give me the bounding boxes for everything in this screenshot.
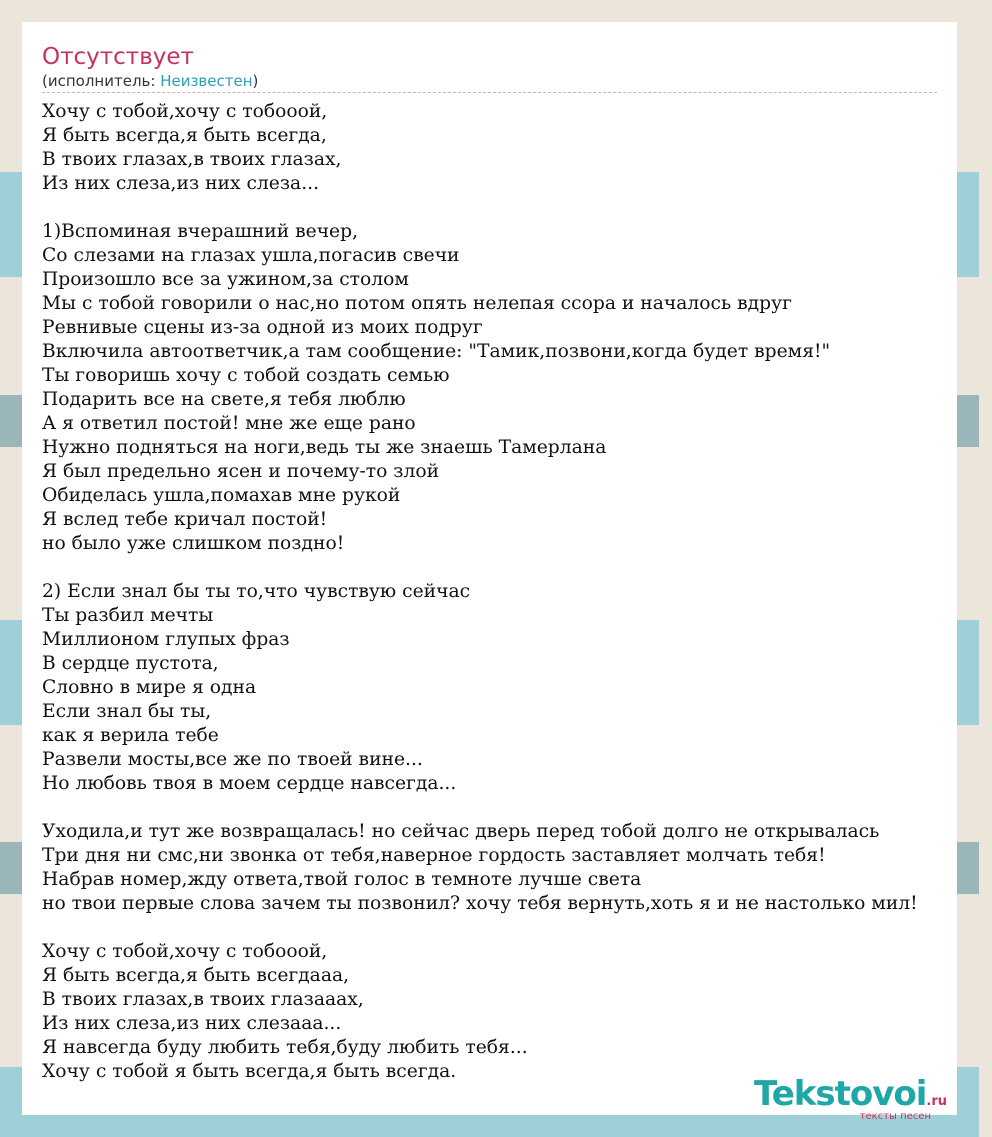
logo-word: Tekstovoi <box>754 1074 927 1114</box>
artist-suffix: ) <box>252 72 259 90</box>
song-title: Отсутствует <box>42 44 194 70</box>
song-lyrics: Хочу с тобой,хочу с тобооой, Я быть всегда,я быть всегда, В твоих глазах,в твоих глазах, Из них слеза,из них слеза... 1)Вспоминая вчерашний вечер, Со слезами на глазах ушла,погасив свечи Произошло все за ужином,за столом Мы с тобой говорили о нас,но потом опять нелепая ссора и началось вдруг Ревнивые сцены из-за одной из моих подруг Включила автоответчик,а там сообщение: "Тамик,позвони,когда будет время!" Ты говоришь хочу с тобой создать семью Подарить все на свете,я тебя люблю А я ответил постой! мне же еще рано Нужно подняться на ноги,ведь ты же знаешь Тамерлана Я был предельно ясен и почему-то злой Обиделась ушла,помахав мне рукой Я вслед тебе кричал постой! но было уже слишком поздно! 2) Если знал бы ты то,что чувствую сейчас Ты разбил мечты Миллионом глупых фраз В сердце пустота, Словно в мире я одна Если знал бы ты, как я верила тебе Развели мосты,все же по твоей вине... Но любовь твоя в моем сердце навсегда... Уходила,и тут же возвращалась! но сейчас дверь перед тобой долго не открывалась Три дня ни смс,ни звонка от тебя,наверное гордость заставляет молчать тебя! Набрав номер,жду ответа,твой голос в темноте лучше света но твои первые слова зачем ты позвонил? хочу тебя вернуть,хоть я и не настолько мил! Хочу с тобой,хочу с тобооой, Я быть всегда,я быть всегдааа, В твоих глазах,в твоих глазааах, Из них слеза,из них слезааа... Я навсегда буду любить тебя,буду любить тебя... Хочу с тобой я быть всегда,я быть всегда. <box>42 101 918 1082</box>
artist-line <box>42 72 937 90</box>
artist-link[interactable]: Неизвестен <box>160 72 253 90</box>
artist-prefix: (исполнитель: <box>42 72 161 90</box>
site-logo[interactable] <box>754 1074 947 1122</box>
song-header <box>42 42 937 93</box>
logo-tagline: тексты песен <box>859 1111 931 1122</box>
logo-tld: .ru <box>926 1094 947 1109</box>
lyrics-card <box>22 22 957 1122</box>
